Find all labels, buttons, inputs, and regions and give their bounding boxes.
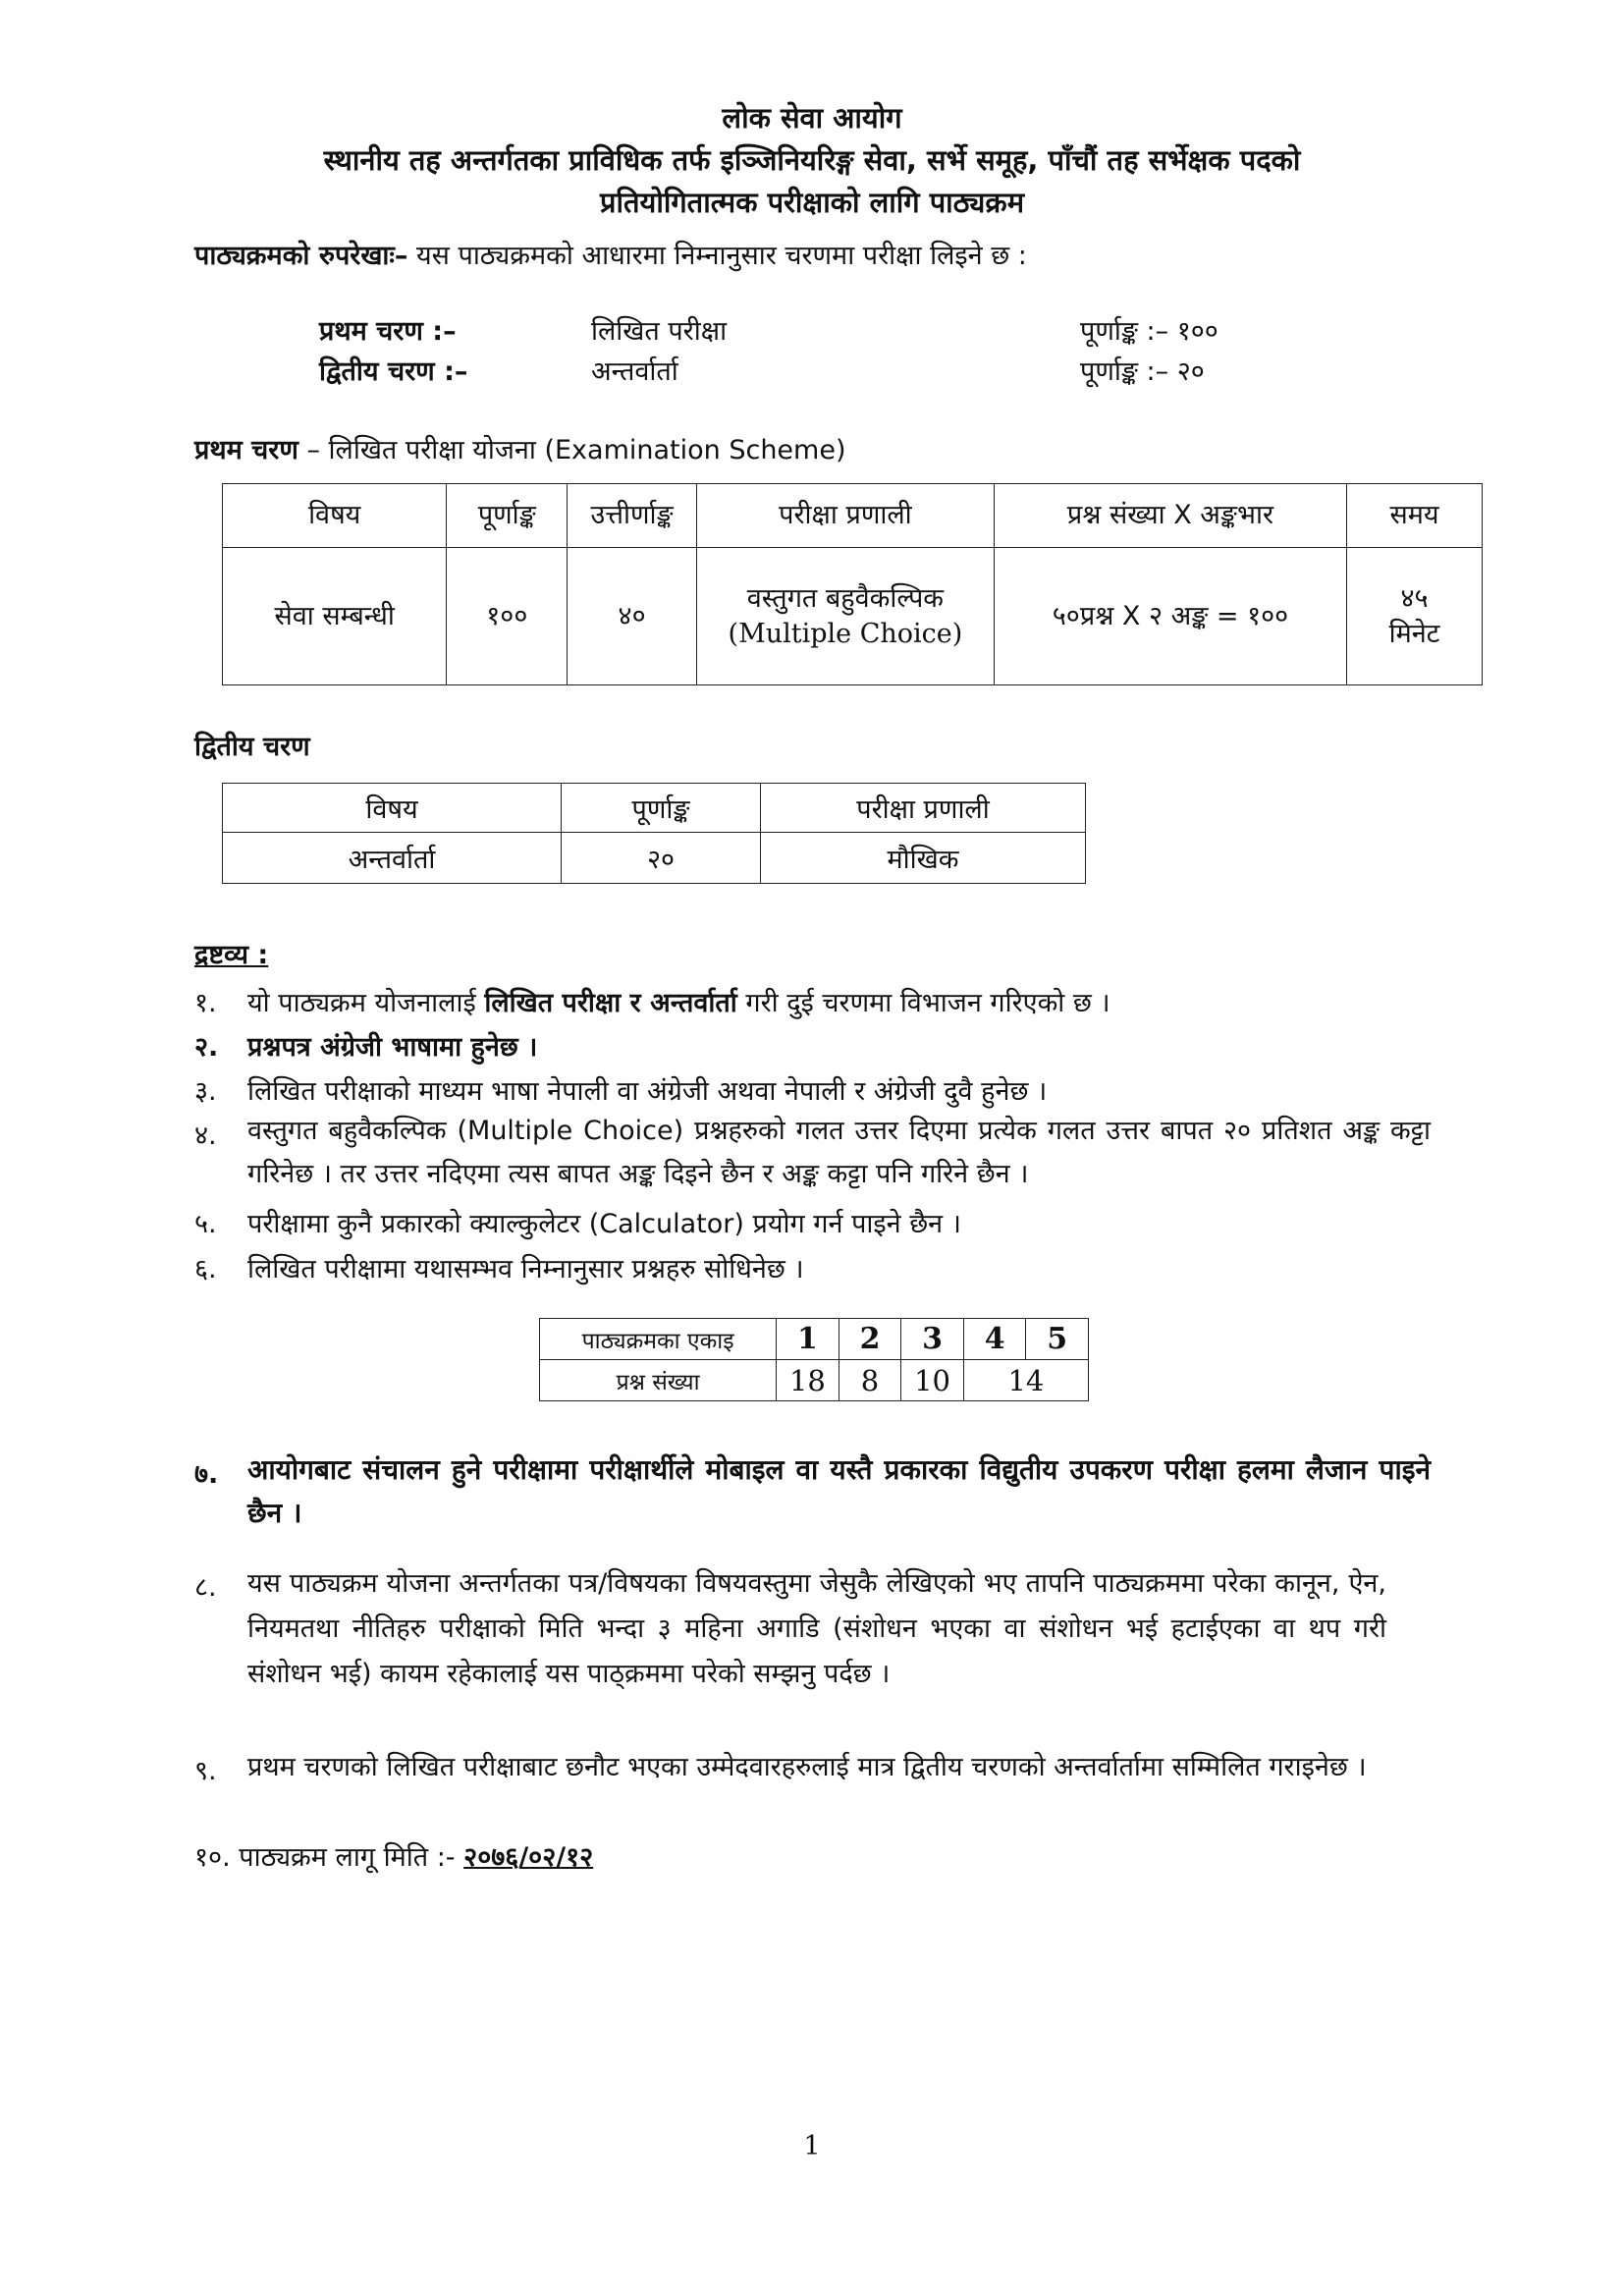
note-8: यस पाठ्यक्रम योजना अन्तर्गतका पत्र/विषयका विषयवस्तुमा जेसुकै लेखिएको भए तापनि पाठ्यक्रममा परेका कानून, ऐन, नियमतथा नीतिहरु परीक्षाको मिति भन्दा ३ महिना अगाडि (संशोधन भएका वा संशोधन भई हटाईएका वा थप गरी संशोधन भई) कायम रहेकालाई यस पाठ्क्रममा परेको सम्झनु पर्दछ । [247,1568,1386,1689]
cell-full-marks: १०० [447,548,568,685]
time-unit: मिनेट [1388,618,1440,649]
count-unit-4-5: 14 [963,1360,1088,1401]
time-value: ४५ [1400,583,1429,615]
col-header-questions: प्रश्न संख्या X अङ्कभार [994,484,1346,548]
note-2: प्रश्नपत्र अंग्रेजी भाषामा हुनेछ । [247,1032,538,1063]
stage-1-label: प्रथम चरण :– [319,316,457,347]
col-header-pass-marks: उत्तीर्णाङ्क [568,484,697,548]
syllabus-title: स्थानीय तह अन्तर्गतका प्राविधिक तर्फ इञ्जिनियरिङ्ग सेवा, सर्भे समूह, पाँचौं तह सर्भेक्षक पदको [323,143,1301,177]
unit-questions-table [539,1318,1089,1401]
col-header-full-marks: पूर्णाङ्क [447,484,568,548]
col-header-full-marks: पूर्णाङ्क [562,784,761,833]
exam-scheme-table [222,483,1483,685]
notes-heading: द्रष्टव्य : [194,940,269,970]
stage-1-marks: पूर्णाङ्क :– १०० [1080,316,1218,347]
exam-system-nepali: वस्तुगत बहुवैकल्पिक [746,583,945,615]
effective-date-label: १०. पाठ्यक्रम लागू मिति :- [194,1842,456,1873]
note-6: लिखित परीक्षामा यथासम्भव निम्नानुसार प्रश्नहरु सोधिनेछ । [247,1254,804,1285]
col-header-subject: विषय [223,784,562,833]
note-3-number: ३. [194,1076,217,1107]
unit-1: 1 [777,1319,839,1360]
effective-date: २०७६/०२/१२ [463,1842,594,1873]
first-stage-heading-bold: प्रथम चरण [194,435,298,465]
note-8-number: ८. [194,1572,217,1603]
stage-2-name: अन्तर्वार्ता [591,356,678,387]
note-1-text-a: यो पाठ्यक्रम योजनालाई [247,988,476,1018]
unit-3: 3 [901,1319,964,1360]
questions-row-label: प्रश्न संख्या [540,1360,777,1401]
first-stage-heading [194,430,846,466]
cell-time [1347,548,1483,685]
units-row-label: पाठ्यक्रमका एकाइ [540,1319,777,1360]
note-1-text-bold: लिखित परीक्षा र अन्तर्वार्ता [484,988,737,1018]
cell-subject: सेवा सम्बन्धी [223,548,447,685]
outline-label: पाठ्यक्रमको रुपरेखाः– [194,241,408,271]
unit-5: 5 [1026,1319,1089,1360]
note-9: प्रथम चरणको लिखित परीक्षाबाट छनौट भएका उम्मेदवारहरुलाई मात्र द्वितीय चरणको अन्तर्वार्तामा सम्मिलित गराइनेछ । [247,1752,1367,1782]
col-header-time: समय [1347,484,1483,548]
count-unit-3: 10 [901,1360,964,1401]
exam-system-english: (Multiple Choice) [728,618,963,649]
note-7: आयोगबाट संचालन हुने परीक्षामा परीक्षार्थीले मोबाइल वा यस्तै प्रकारका विद्युतीय उपकरण परीक्षा हलमा लैजान पाइने छैन । [247,1453,1431,1529]
interview-table [222,783,1086,884]
stage-2-marks: पूर्णाङ्क :– २० [1080,356,1205,387]
note-7-number: ७. [194,1459,219,1490]
col-header-subject: विषय [223,484,447,548]
col-header-exam-system: परीक्षा प्रणाली [761,784,1086,833]
note-4: वस्तुगत बहुवैकल्पिक (Multiple Choice) प्रश्नहरुको गलत उत्तर दिएमा प्रत्येक गलत उत्तर बापत २० प्रतिशत अङ्क कट्टा गरिनेछ । तर उत्तर नदिएमा त्यस बापत अङ्क दिइने छैन र अङ्क कट्टा पनि गरिने छैन । [247,1116,1431,1189]
outline-text: यस पाठ्यक्रमको आधारमा निम्नानुसार चरणमा परीक्षा लिइने छ : [415,241,1027,271]
note-5: परीक्षामा कुनै प्रकारको क्याल्कुलेटर (Calculator) प्रयोग गर्न पाइने छैन । [247,1209,961,1239]
second-stage-heading: द्वितीय चरण [194,732,310,762]
note-1 [247,983,1110,1019]
cell-full-marks: २० [562,833,761,884]
outline-line [194,236,1027,272]
cell-pass-marks: ४० [568,548,697,685]
syllabus-subtitle: प्रतियोगितात्मक परीक्षाको लागि पाठ्यक्रम [599,186,1025,219]
cell-subject: अन्तर्वार्ता [223,833,562,884]
unit-2: 2 [839,1319,901,1360]
count-unit-1: 18 [777,1360,839,1401]
note-4-number: ४. [194,1121,217,1151]
note-1-text-c: गरी दुई चरणमा विभाजन गरिएको छ । [745,988,1110,1018]
note-3: लिखित परीक्षाको माध्यम भाषा नेपाली वा अंग्रेजी अथवा नेपाली र अंग्रेजी दुवै हुनेछ । [247,1076,1048,1107]
org-title: लोक सेवा आयोग [722,101,902,135]
stage-2-label: द्वितीय चरण :– [319,356,468,387]
page-number: 1 [803,2131,821,2161]
cell-questions: ५०प्रश्न X २ अङ्क = १०० [994,548,1346,685]
note-1-number: १. [194,988,217,1018]
col-header-exam-system: परीक्षा प्रणाली [696,484,994,548]
cell-exam-system: मौखिक [761,833,1086,884]
first-stage-heading-rest: – लिखित परीक्षा योजना (Examination Scheme) [306,435,846,465]
note-10 [194,1837,593,1874]
note-2-number: २. [194,1032,219,1063]
count-unit-2: 8 [839,1360,901,1401]
unit-4: 4 [963,1319,1026,1360]
cell-exam-system [696,548,994,685]
note-9-number: ९. [194,1756,217,1786]
stage-1-name: लिखित परीक्षा [591,316,728,347]
note-6-number: ६. [194,1254,217,1285]
note-5-number: ५. [194,1209,217,1239]
